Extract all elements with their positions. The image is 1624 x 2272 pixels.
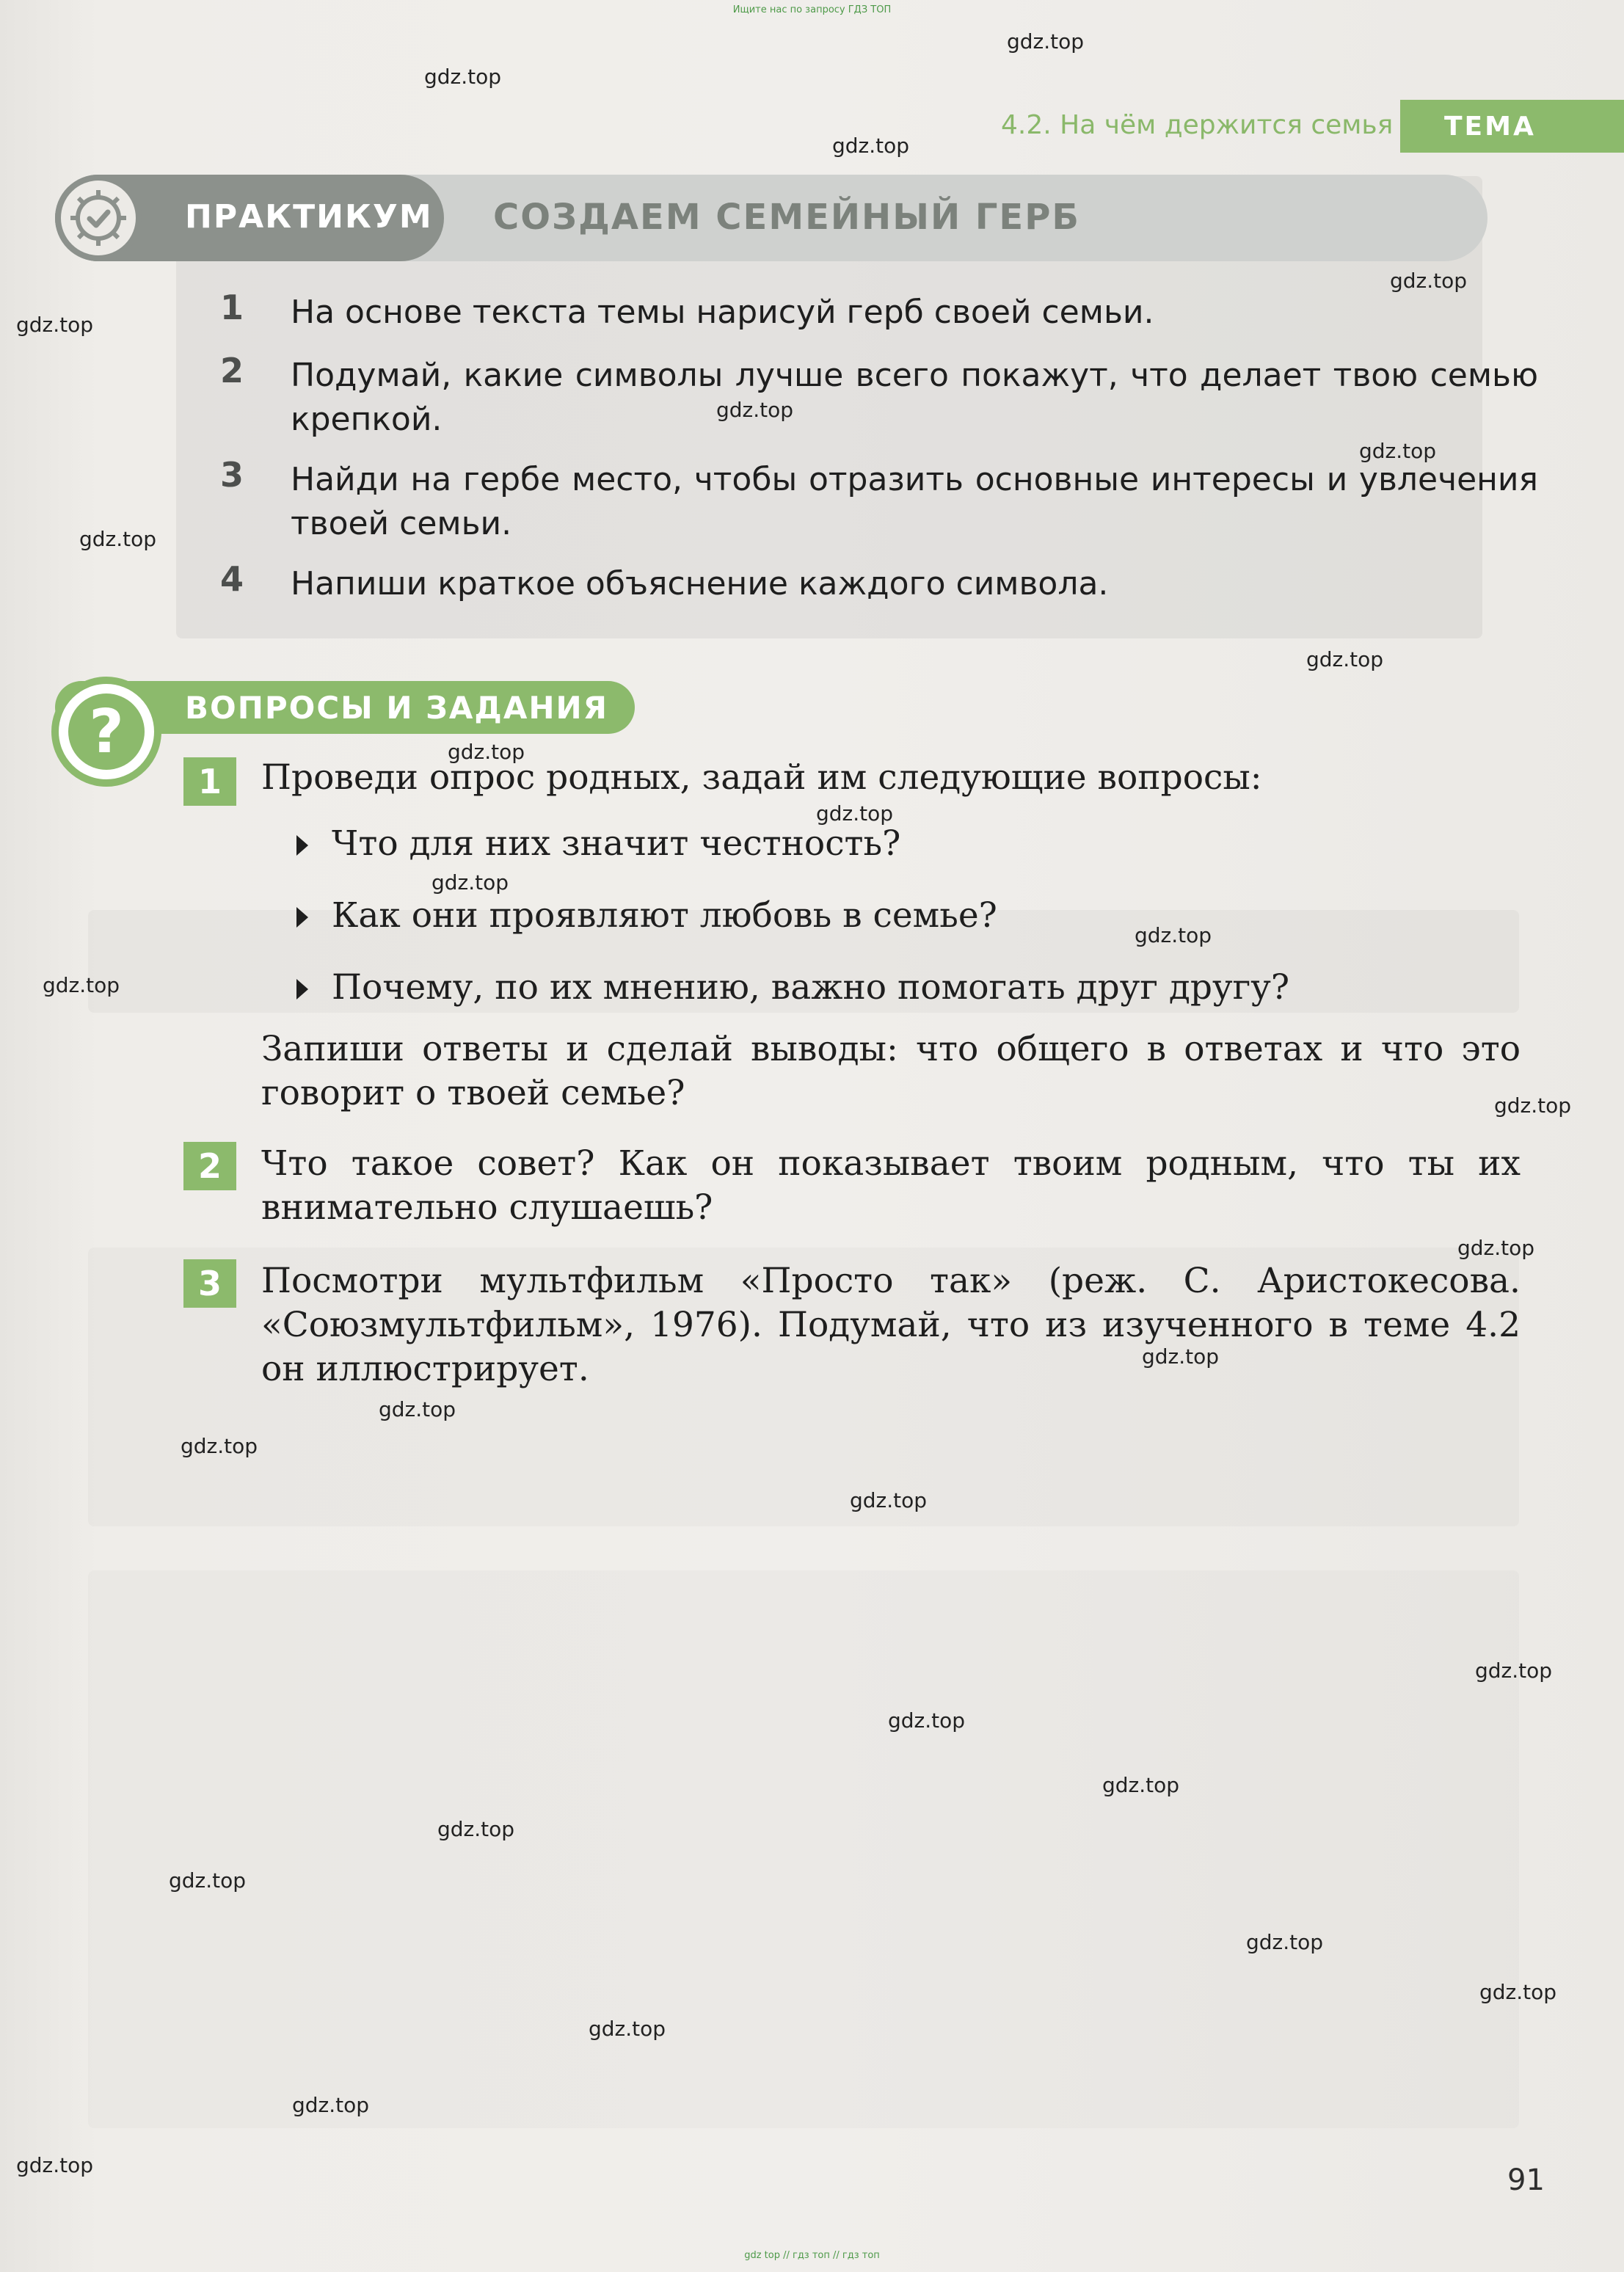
top-note: Ищите нас по запросу ГДЗ ТОП (732, 4, 892, 15)
watermark: gdz.top (1142, 1344, 1220, 1369)
tema-tab (1400, 100, 1624, 153)
tema-tab-label: ТЕМА (1444, 111, 1536, 142)
question-mark-icon (51, 677, 161, 787)
watermark: gdz.top (1306, 647, 1384, 671)
gear-check-icon (55, 175, 142, 261)
watermark: gdz.top (1135, 923, 1212, 947)
task-text: Проведи опрос родных, задай им следующие вопросы: (261, 757, 1262, 798)
watermark: gdz.top (79, 527, 157, 551)
watermark: gdz.top (816, 801, 894, 826)
task-text: Посмотри мультфильм «Просто так» (реж. С. Аристокесова. «Союзмультфильм», 1976). Подумай, что из изученного в теме 4.2 он иллюстрирует. (261, 1261, 1521, 1389)
step-text: Подумай, какие символы лучше всего покажут, что делает твою семью крепкой. (291, 357, 1538, 438)
bottom-note: gdz top // гдз топ // гдз топ (744, 2250, 880, 2261)
watermark: gdz.top (832, 134, 910, 158)
task-conclusion: Запиши ответы и сделай выводы: что общего в ответах и что это говорит о твоей семье? (261, 1029, 1521, 1113)
step-text: Напиши краткое объяснение каждого символа. (291, 565, 1109, 602)
task-bullet: Почему, по их мнению, важно помогать друг другу? (332, 967, 1290, 1008)
praktikum-title: СОЗДАЕМ СЕМЕЙНЫЙ ГЕРБ (493, 197, 1080, 238)
task-bullet: Что для них значит честность? (332, 823, 901, 864)
questions-label: ВОПРОСЫ И ЗАДАНИЯ (185, 690, 608, 726)
watermark: gdz.top (16, 2153, 94, 2177)
watermark: gdz.top (589, 2017, 666, 2041)
watermark: gdz.top (1007, 29, 1085, 54)
task-bullet: Как они проявляют любовь в семье? (332, 895, 997, 936)
watermark: gdz.top (169, 1868, 247, 1893)
watermark: gdz.top (432, 870, 509, 895)
step-number: 1 (220, 288, 244, 327)
step-number: 4 (220, 559, 244, 599)
watermark: gdz.top (1457, 1236, 1535, 1260)
watermark: gdz.top (888, 1708, 966, 1733)
watermark: gdz.top (1475, 1659, 1553, 1683)
task-number: 3 (183, 1259, 236, 1308)
task-number: 2 (183, 1142, 236, 1190)
watermark: gdz.top (1246, 1930, 1324, 1954)
step-text: Найди на гербе место, чтобы отразить основные интересы и увлечения твоей семьи. (291, 461, 1538, 542)
watermark: gdz.top (181, 1434, 258, 1458)
watermark: gdz.top (716, 398, 794, 422)
praktikum-label: ПРАКТИКУМ (185, 198, 433, 236)
task-text: Что такое совет? Как он показывает твоим родным, что ты их внимательно слушаешь? (261, 1143, 1521, 1228)
watermark: gdz.top (16, 313, 94, 337)
watermark: gdz.top (850, 1488, 928, 1512)
section-heading: 4.2. На чём держится семья (1001, 110, 1394, 140)
bullet-arrow-icon (296, 835, 308, 856)
bullet-arrow-icon (296, 907, 308, 928)
step-number: 3 (220, 455, 244, 495)
watermark: gdz.top (1390, 269, 1468, 293)
question-mark-glyph: ? (68, 693, 145, 770)
watermark: gdz.top (379, 1397, 456, 1421)
bleed-through-block (88, 1570, 1519, 2128)
page-number: 91 (1507, 2163, 1545, 2197)
watermark: gdz.top (1479, 1980, 1557, 2004)
watermark: gdz.top (1359, 439, 1437, 463)
task-number: 1 (183, 757, 236, 806)
watermark: gdz.top (1494, 1093, 1572, 1118)
step-number: 2 (220, 351, 244, 390)
watermark: gdz.top (1102, 1773, 1180, 1797)
watermark: gdz.top (448, 740, 525, 764)
watermark: gdz.top (437, 1817, 515, 1841)
watermark: gdz.top (43, 973, 120, 997)
bullet-arrow-icon (296, 979, 308, 1000)
watermark: gdz.top (424, 65, 502, 89)
step-text: На основе текста темы нарисуй герб своей семьи. (291, 294, 1154, 331)
watermark: gdz.top (292, 2093, 370, 2117)
